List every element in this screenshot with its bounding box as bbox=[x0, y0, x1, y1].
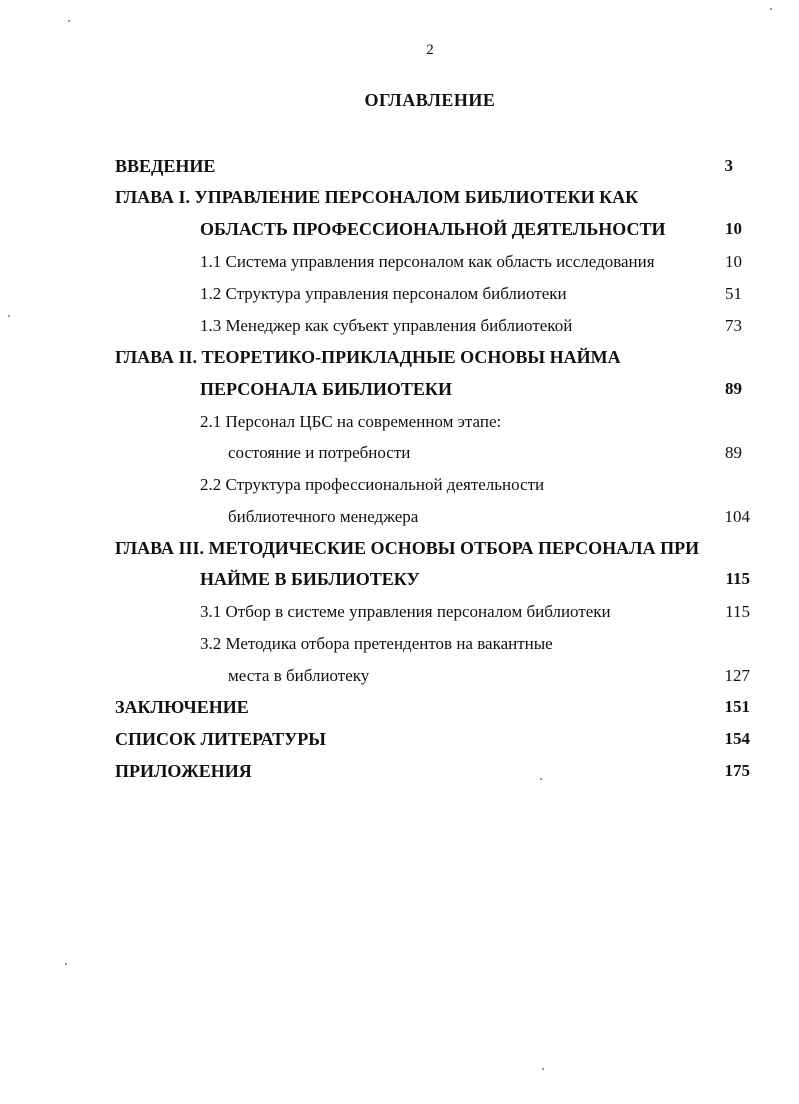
toc-ch1-title-line1: ГЛАВА I. УПРАВЛЕНИЕ ПЕРСОНАЛОМ БИБЛИОТЕКИ КАК bbox=[115, 187, 639, 207]
toc-references-page: 154 bbox=[724, 729, 750, 748]
toc-appendices-page: 175 bbox=[724, 761, 750, 780]
toc-section-3-2-line1: 3.2 Методика отбора претендентов на вакантные bbox=[200, 634, 553, 653]
toc-section-3-2-page: 127 bbox=[724, 666, 750, 685]
toc-section-3-1: 3.1 Отбор в системе управления персоналом библиотеки bbox=[200, 602, 611, 621]
toc-section-1-2-page: 51 bbox=[725, 284, 742, 303]
toc-intro-page: 3 bbox=[724, 156, 733, 175]
toc-section-2-2-page: 104 bbox=[724, 507, 750, 526]
toc-ch2-page: 89 bbox=[725, 379, 742, 398]
toc-section-1-3: 1.3 Менеджер как субъект управления библиотекой bbox=[200, 316, 573, 335]
toc-conclusion-label: ЗАКЛЮЧЕНИЕ bbox=[115, 697, 249, 717]
page-number: 2 bbox=[426, 42, 434, 58]
toc-section-3-1-page: 115 bbox=[725, 602, 750, 621]
scan-speck bbox=[770, 8, 772, 10]
toc-ch2-title-line2: ПЕРСОНАЛА БИБЛИОТЕКИ bbox=[200, 379, 452, 399]
toc-ch3-page: 115 bbox=[725, 569, 750, 588]
toc-section-1-1: 1.1 Система управления персоналом как область исследования bbox=[200, 252, 655, 271]
toc-section-2-1-page: 89 bbox=[725, 443, 742, 462]
toc-ch3-title-line1: ГЛАВА III. МЕТОДИЧЕСКИЕ ОСНОВЫ ОТБОРА ПЕРСОНАЛА ПРИ bbox=[115, 538, 700, 558]
scan-speck bbox=[540, 778, 542, 780]
toc-ch3-title-line2: НАЙМЕ В БИБЛИОТЕКУ bbox=[200, 569, 420, 589]
toc-conclusion-page: 151 bbox=[724, 697, 750, 716]
toc-intro-label: ВВЕДЕНИЕ bbox=[115, 156, 216, 176]
toc-ch1-page: 10 bbox=[725, 219, 742, 238]
toc-section-1-1-page: 10 bbox=[725, 252, 742, 271]
scan-speck bbox=[68, 20, 70, 22]
toc-section-2-1-line1: 2.1 Персонал ЦБС на современном этапе: bbox=[200, 412, 502, 431]
page-title: ОГЛАВЛЕНИЕ bbox=[364, 90, 496, 110]
toc-section-3-2-line2: места в библиотеку bbox=[228, 666, 370, 685]
toc-appendices-label: ПРИЛОЖЕНИЯ bbox=[115, 761, 252, 781]
toc-section-2-2-line2: библиотечного менеджера bbox=[228, 507, 419, 526]
toc-ch1-title-line2: ОБЛАСТЬ ПРОФЕССИОНАЛЬНОЙ ДЕЯТЕЛЬНОСТИ bbox=[200, 219, 666, 239]
toc-ch2-title-line1: ГЛАВА II. ТЕОРЕТИКО-ПРИКЛАДНЫЕ ОСНОВЫ НАЙМА bbox=[115, 347, 621, 367]
toc-section-1-3-page: 73 bbox=[725, 316, 742, 335]
toc-references-label: СПИСОК ЛИТЕРАТУРЫ bbox=[115, 729, 326, 749]
toc-section-1-2: 1.2 Структура управления персоналом библиотеки bbox=[200, 284, 567, 303]
scan-speck bbox=[542, 1068, 544, 1070]
scan-speck bbox=[65, 963, 67, 965]
scan-speck bbox=[8, 315, 10, 317]
toc-section-2-2-line1: 2.2 Структура профессиональной деятельности bbox=[200, 475, 545, 494]
toc-section-2-1-line2: состояние и потребности bbox=[228, 443, 411, 462]
